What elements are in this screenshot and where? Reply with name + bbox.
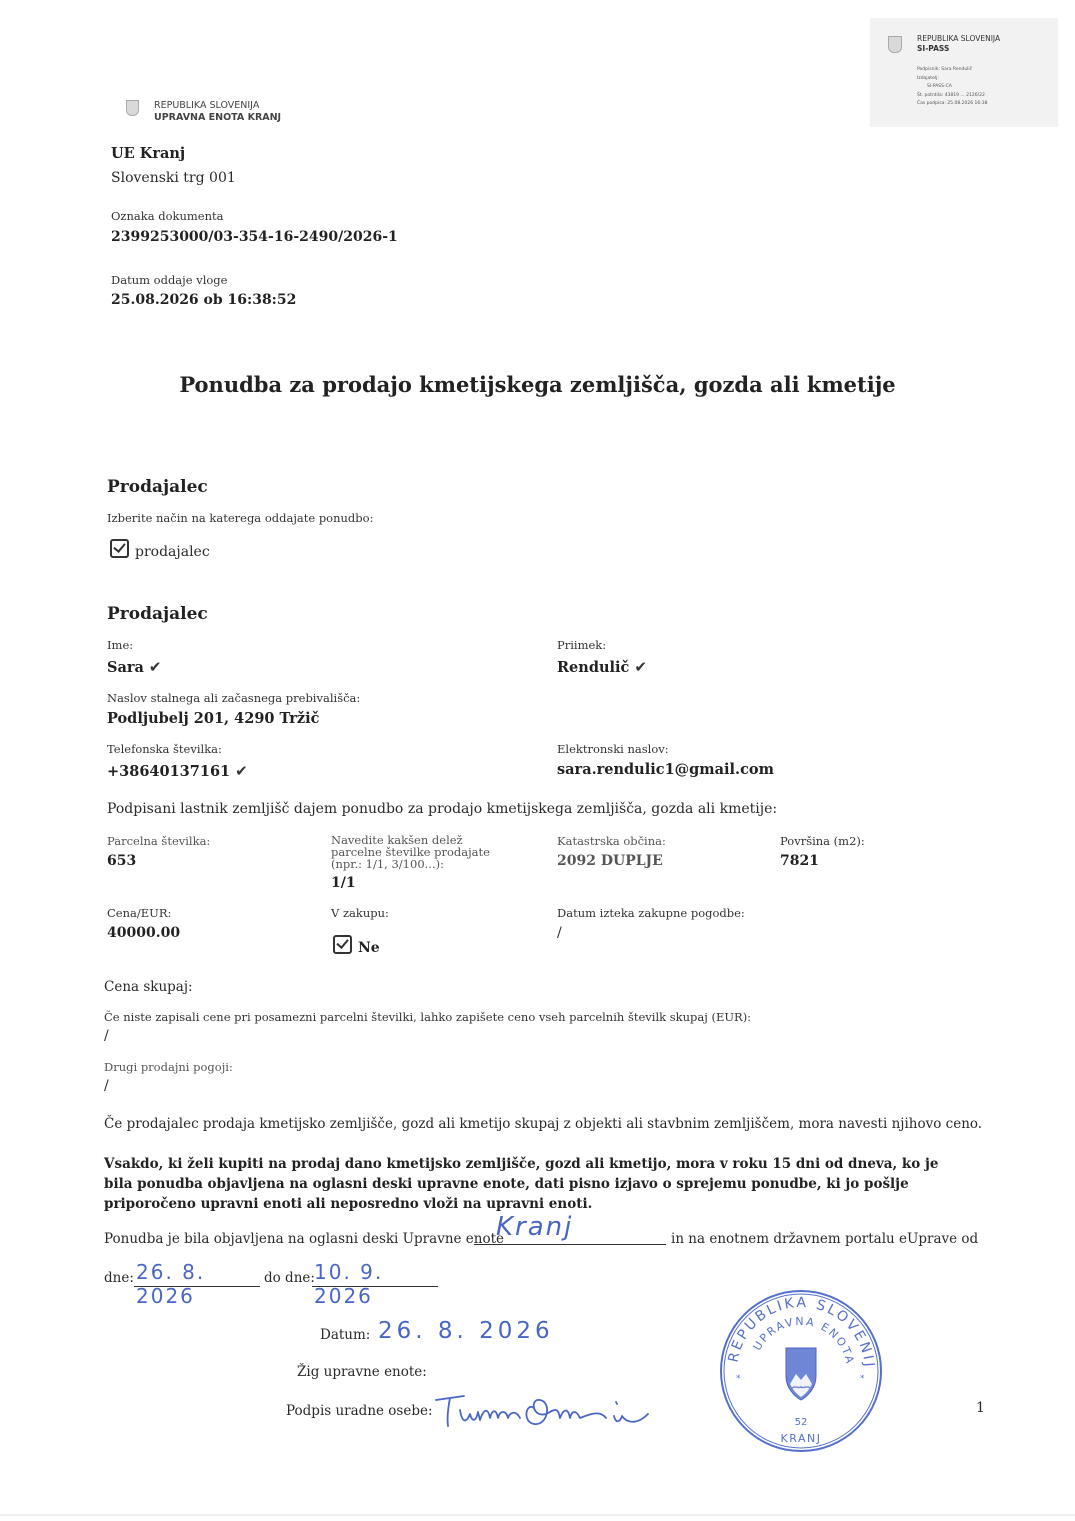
phone-text: +38640137161 [107,763,231,780]
logo-line1: REPUBLIKA SLOVENIJA [154,100,260,111]
name-text: Sara [107,659,144,676]
section1-prompt: Izberite način na katerega oddajate ponudbo: [107,511,374,525]
seal-label: Žig upravne enote: [297,1364,427,1380]
lease-end-value: / [557,925,562,941]
address-label: Naslov stalnega ali začasnega prebivališča: [107,691,361,705]
price-value: 40000.00 [107,925,181,941]
sipass-line2: SI-PASS [917,44,950,53]
date-sign-handwritten: 26. 8. 2026 [378,1318,554,1344]
ko-label: Katastrska občina: [557,834,666,848]
parcel-num-label: Parcelna številka: [107,834,211,848]
stamp-inner-text: UPRAVNA ENOTA [750,1314,857,1367]
page-number: 1 [976,1400,985,1416]
option-label: prodajalec [135,544,210,560]
logo-line2: UPRAVNA ENOTA KRANJ [154,112,282,123]
stamp-ring-text: REPUBLIKA SLOVENIJ [725,1294,878,1370]
date-sign-label: Datum: [320,1327,371,1343]
email-value: sara.rendulic1@gmail.com [557,761,774,778]
surname-label: Priimek: [557,638,607,652]
from-date-handwritten: 26. 8. 2026 [136,1260,206,1308]
phone-label: Telefonska številka: [107,742,222,756]
phone-value [107,762,248,780]
surname-value [557,658,647,676]
to-label: do dne: [264,1270,315,1286]
sipass-row: SI-PASS-CA [927,84,952,89]
total-label: Cena skupaj: [104,979,193,995]
verified-check-icon: ✔ [235,762,248,780]
sipass-row: Izdajatelj: [917,75,939,81]
notice-price: Če prodajalec prodaja kmetijsko zemljišče, gozd ali kmetijo skupaj z objekti ali stavbnim zemljiščem, mora navesti njihovo ceno. [104,1116,983,1132]
share-label: Navedite kakšen delež parcelne številke prodajate (npr.: 1/1, 3/100...): [331,833,490,871]
lease-label: V zakupu: [331,906,389,920]
sipass-line1: REPUBLIKA SLOVENIJA [917,34,1001,43]
parcel-num-value: 653 [107,853,137,869]
total-hint: Če niste zapisali cene pri posamezni parcelni številki, lahko zapišete ceno vseh parcelnih številk skupaj (EUR): [104,1010,752,1024]
sipass-crest-icon [888,36,902,57]
date-value: 25.08.2026 ob 16:38:52 [111,292,297,308]
section2-heading: Prodajalec [107,604,208,624]
area-label: Površina (m2): [780,834,865,848]
lease-option[interactable] [333,935,380,956]
verified-check-icon: ✔ [634,658,647,676]
total-value: / [104,1028,109,1044]
publication-text2: in na enotnem državnem portalu eUprave od [671,1231,979,1247]
owner-statement: Podpisani lastnik zemljišč dajem ponudbo za prodajo kmetijskega zemljišča, gozda ali kmetije: [107,801,778,817]
notice-deadline: Vsakdo, ki želi kupiti na prodaj dano kmetijsko zemljišče, gozd ali kmetijo, mora v roku 15 dni od dneva, ko je bila ponudba objavljena na oglasni deski upravne enote, dati pisno izjavo o sprejemu ponudbe, ki jo pošlje priporočeno upravni enoti ali neposredno vloži na upravni enoti. [104,1156,939,1212]
date-label: Datum oddaje vloge [111,273,228,287]
sipass-row: Št. potrdila: 43819 ... 2126/22 [917,92,985,98]
verified-check-icon: ✔ [148,658,162,676]
name-label: Ime: [107,638,134,652]
svg-text:*: * [736,1374,741,1384]
email-label: Elektronski naslov: [557,742,669,756]
doc-value: 2399253000/03-354-16-2490/2026-1 [111,229,398,245]
share-value: 1/1 [331,875,356,891]
sipass-details [917,66,987,109]
checkbox-checked-icon[interactable] [333,935,352,954]
sipass-signature-box [870,18,1058,127]
signature-label: Podpis uradne osebe: [286,1403,433,1419]
page-title: Ponudba za prodajo kmetijskega zemljišča, gozda ali kmetije [179,372,896,397]
lease-end-label: Datum izteka zakupne pogodbe: [557,906,745,920]
unit-handwritten: Kranj [496,1212,574,1242]
area-value: 7821 [780,853,819,869]
svg-text:*: * [860,1374,865,1384]
office-name: UE Kranj [111,145,186,162]
surname-text: Rendulič [557,659,630,676]
unit-field[interactable] [474,1212,666,1245]
stamp-city: KRANJ [780,1432,822,1445]
section1-heading: Prodajalec [107,477,208,497]
name-value [107,658,161,676]
lease-value: Ne [358,940,380,956]
checkbox-checked-icon[interactable] [110,539,129,558]
from-label: dne: [104,1270,134,1286]
other-terms-label: Drugi prodajni pogoji: [104,1060,233,1074]
other-terms-value: / [104,1078,109,1094]
price-label: Cena/EUR: [107,906,172,920]
doc-label: Oznaka dokumenta [111,209,224,223]
office-address: Slovenski trg 001 [111,170,236,186]
publication-text1: Ponudba je bila objavljena na oglasni deski Upravne enote [104,1231,505,1247]
option-prodajalec[interactable] [110,539,210,560]
from-date-field[interactable] [134,1260,260,1308]
ko-value: 2092 DUPLJE [557,853,663,869]
handwritten-signature [430,1388,656,1432]
address-value: Podljubelj 201, 4290 Tržič [107,710,320,727]
stamp-number: 52 [794,1417,808,1428]
bottom-rule [0,1514,1075,1516]
to-date-field[interactable] [312,1260,438,1308]
official-stamp [718,1288,884,1454]
sipass-row: Čas podpisa: 25.08.2026 16:38 [917,101,988,106]
header-crest-icon [126,100,139,120]
sipass-row: Podpisnik: Sara Rendulič [917,67,973,72]
to-date-handwritten: 10. 9. 2026 [314,1260,384,1308]
